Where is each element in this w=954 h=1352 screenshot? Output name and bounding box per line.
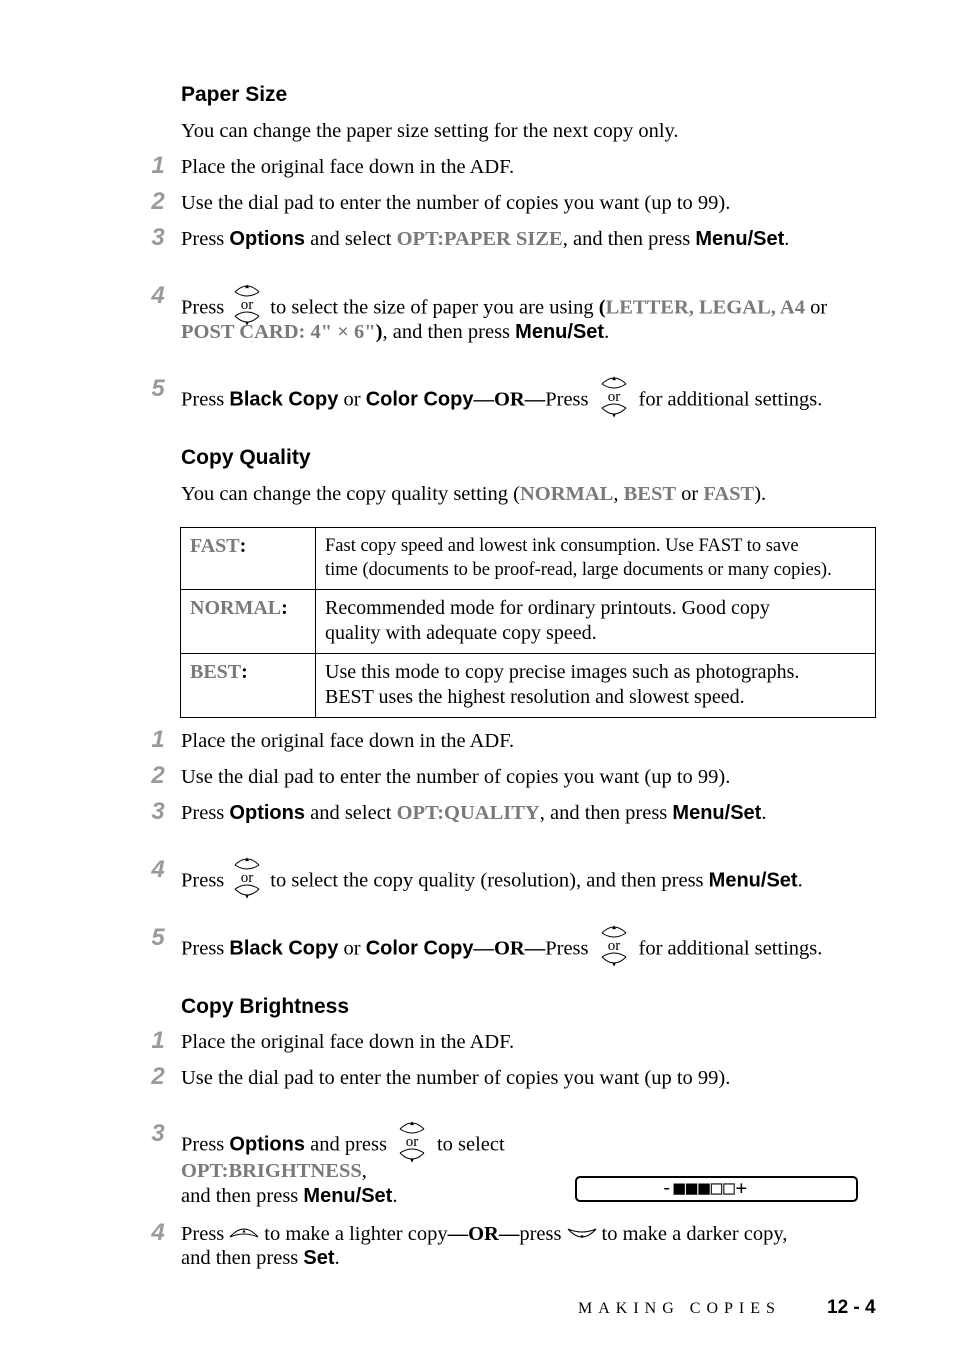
table-row — [181, 528, 876, 590]
copy-quality-heading: Copy Quality — [181, 446, 311, 469]
page-number: 12 - 4 — [827, 1297, 876, 1318]
navigation-dial-icon — [597, 923, 631, 969]
step-number: 4 — [151, 282, 165, 309]
brightness-step-3-option: OPT:BRIGHTNESS, — [181, 1160, 367, 1182]
navigation-dial-icon — [597, 374, 631, 420]
step-number: 2 — [151, 762, 165, 789]
paper-step-2: Use the dial pad to enter the number of copies you want (up to 99). — [181, 192, 731, 214]
mode-description: Fast copy speed and lowest ink consumption. Use FAST to save time (documents to be proof-read, large documents or many copies). — [316, 528, 876, 590]
step-number: 5 — [151, 375, 165, 402]
table-row — [181, 590, 876, 654]
paper-size-intro: You can change the paper size setting for the next copy only. — [181, 120, 679, 142]
down-arrow-button-icon — [566, 1223, 598, 1243]
brightness-step-4-cont: and then press Set. — [181, 1247, 340, 1269]
brightness-step-4: Press ▲ to make a lighter copy—OR—press ▼ to make a darker copy, — [181, 1223, 788, 1245]
mode-name: BEST: — [181, 654, 316, 718]
mode-description: Recommended mode for ordinary printouts. Good copy quality with adequate copy speed. — [316, 590, 876, 654]
brightness-step-3-cont: and then press Menu/Set. — [181, 1185, 398, 1207]
paper-size-heading: Paper Size — [181, 83, 288, 106]
quality-step-1: Place the original face down in the ADF. — [181, 730, 515, 752]
mode-description: Use this mode to copy precise images such as photographs. BEST uses the highest resolution and slowest speed. — [316, 654, 876, 718]
mode-name: NORMAL: — [181, 590, 316, 654]
quality-step-2: Use the dial pad to enter the number of copies you want (up to 99). — [181, 766, 731, 788]
svg-text:▲: ▲ — [242, 1228, 246, 1234]
navigation-dial-icon — [230, 855, 264, 901]
brightness-step-2: Use the dial pad to enter the number of copies you want (up to 99). — [181, 1067, 731, 1089]
quality-step-5: Press Black Copy or Color Copy—OR—Press or for additional settings. — [181, 927, 822, 973]
step-number: 2 — [151, 188, 165, 215]
step-number: 1 — [151, 1027, 165, 1054]
paper-step-5: Press Black Copy or Color Copy—OR—Press or for additional settings. — [181, 378, 822, 424]
svg-text:or: or — [405, 1134, 419, 1150]
quality-step-4: Press or to select the copy quality (resolution), and then press Menu/Set. — [181, 859, 803, 905]
paper-step-3: Press Options and select OPT:PAPER SIZE, and then press Menu/Set. — [181, 228, 790, 250]
step-number: 1 — [151, 152, 165, 179]
svg-text:or: or — [607, 938, 620, 954]
svg-text:▼: ▼ — [579, 1234, 584, 1240]
lcd-display — [575, 1176, 858, 1202]
step-number: 4 — [151, 1219, 165, 1246]
step-number: 4 — [151, 856, 165, 883]
svg-text:or: or — [607, 389, 620, 405]
mode-name: FAST: — [181, 528, 316, 590]
navigation-dial-icon — [395, 1119, 429, 1165]
quality-modes-table — [180, 527, 876, 718]
step-number: 3 — [151, 1120, 165, 1147]
dial-label: or — [241, 297, 254, 313]
step-number: 2 — [151, 1063, 165, 1090]
svg-text:or: or — [241, 870, 254, 886]
paper-step-1: Place the original face down in the ADF. — [181, 156, 515, 178]
copy-quality-intro: You can change the copy quality setting (NORMAL, BEST or FAST). — [181, 483, 767, 505]
paper-step-4: Press or to select the size of paper you are using (LETTER, LEGAL, A4 or — [181, 286, 827, 332]
quality-step-3: Press Options and select OPT:QUALITY, and then press Menu/Set. — [181, 802, 767, 824]
step-number: 3 — [151, 798, 165, 825]
paper-step-4-cont: POST CARD: 4" × 6"), and then press Menu/Set. — [181, 321, 610, 343]
footer-section-title: MAKING COPIES — [578, 1300, 781, 1317]
copy-brightness-heading: Copy Brightness — [181, 995, 350, 1018]
table-row — [181, 654, 876, 718]
step-number: 3 — [151, 224, 165, 251]
brightness-step-1: Place the original face down in the ADF. — [181, 1031, 515, 1053]
step-number: 5 — [151, 924, 165, 951]
step-number: 1 — [151, 726, 165, 753]
up-arrow-button-icon — [228, 1223, 260, 1243]
brightness-step-3: Press Options and press or to select — [181, 1123, 505, 1169]
lcd-brightness-bar: -■■■□□+ — [661, 1177, 749, 1199]
